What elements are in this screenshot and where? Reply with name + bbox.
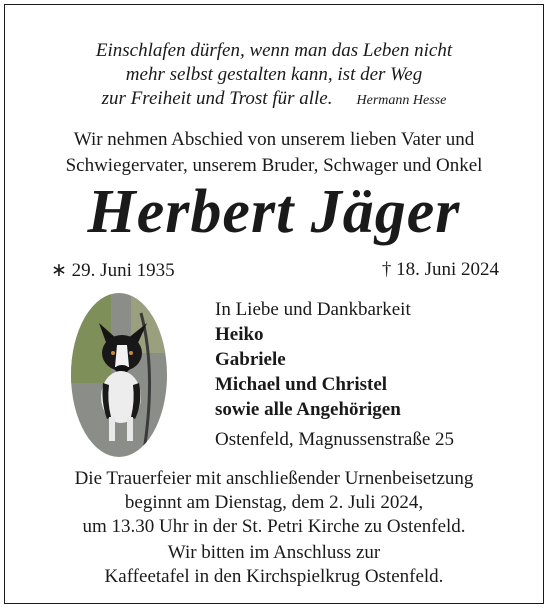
deceased-name: Herbert Jäger (87, 178, 461, 246)
farewell-intro (5, 127, 543, 179)
dog-photo (71, 293, 167, 457)
signers-block (215, 297, 411, 422)
birth-date: ∗ 29. Juni 1935 (51, 260, 175, 281)
service-line: Die Trauerfeier mit anschließender Urnenbeisetzung (74, 468, 474, 489)
reception-info (5, 541, 543, 589)
poem-quote (5, 39, 543, 113)
signer-name: Heiko (215, 324, 264, 345)
intro-line: Wir nehmen Abschied von unserem lieben Vater und (73, 129, 475, 150)
funeral-service-info (5, 467, 543, 539)
quote-line: mehr selbst gestalten kann, ist der Weg (125, 64, 423, 85)
service-line: beginnt am Dienstag, dem 2. Juli 2024, (124, 492, 424, 513)
quote-author: Hermann Hesse (356, 93, 447, 108)
family-address: Ostenfeld, Magnussenstraße 25 (215, 429, 455, 450)
reception-line: Wir bitten im Anschluss zur (167, 542, 381, 563)
death-date: † 18. Juni 2024 (381, 259, 499, 280)
intro-line: Schwiegervater, unserem Bruder, Schwager und Onkel (65, 155, 483, 176)
signer-name: Michael und Christel (215, 374, 388, 395)
signer-name: Gabriele (215, 349, 286, 370)
quote-line (5, 87, 543, 113)
obituary-notice (4, 4, 544, 604)
service-line: um 13.30 Uhr in der St. Petri Kirche zu Ostenfeld. (82, 516, 466, 537)
quote-line: Einschlafen dürfen, wenn man das Leben nicht (95, 40, 453, 61)
signer-name: sowie alle Angehörigen (215, 399, 401, 420)
reception-line: Kaffeetafel in den Kirchspielkrug Ostenfeld. (104, 566, 444, 587)
dog-photo-icon (71, 293, 167, 457)
quote-line-text: zur Freiheit und Trost für alle. (101, 88, 333, 109)
signers-intro: In Liebe und Dankbarkeit (215, 299, 411, 320)
